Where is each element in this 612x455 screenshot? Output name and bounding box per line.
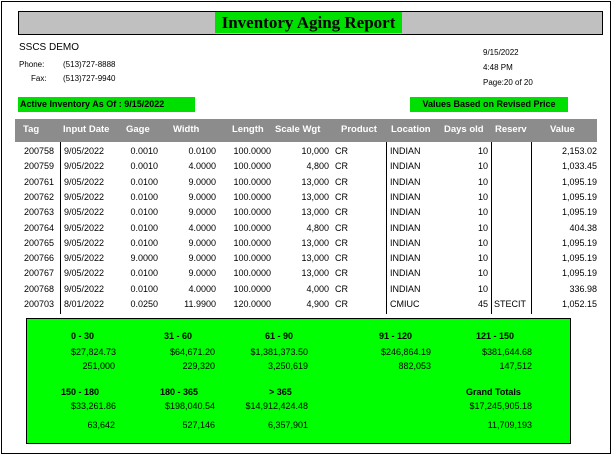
column-header-gage: Gage	[126, 124, 150, 135]
cell-days-old: 10	[477, 268, 488, 279]
cell-location: INDIAN	[390, 283, 421, 294]
cell-width: 4.0000	[188, 222, 216, 233]
column-header-width: Width	[173, 124, 200, 135]
cell-scale-wgt: 4,900	[306, 299, 329, 309]
cell-location: INDIAN	[390, 268, 421, 279]
page-number: Page:20 of 20	[483, 78, 533, 87]
cell-input-date: 9/05/2022	[64, 268, 105, 279]
cell-scale-wgt: 13,000	[301, 176, 329, 187]
cell-days-old: 10	[477, 237, 488, 248]
aging-bucket-weight: 147,512	[499, 361, 532, 371]
cell-value: 1,095.19	[561, 237, 597, 248]
cell-value: 1,095.19	[561, 191, 597, 202]
cell-product: CR	[335, 191, 348, 202]
cell-length: 100.0000	[233, 253, 271, 264]
cell-width: 9.0000	[188, 268, 216, 279]
aging-bucket-value: $381,644.68	[481, 347, 532, 357]
cell-width: 11.9900	[184, 299, 216, 309]
aging-bucket-label: 91 - 120	[379, 331, 413, 341]
cell-gage: 0.0100	[130, 283, 158, 294]
cell-length: 100.0000	[233, 237, 271, 248]
report-date: 9/15/2022	[483, 48, 519, 57]
fax-number: (513)727-9940	[63, 74, 116, 83]
column-header-reserv: Reserv	[495, 124, 527, 135]
aging-bucket-value: $27,824.73	[70, 347, 116, 357]
aging-bucket-label: 121 - 150	[476, 331, 515, 341]
cell-tag: 200766	[24, 253, 55, 264]
cell-product: CR	[335, 176, 348, 187]
cell-input-date: 9/05/2022	[64, 253, 105, 264]
cell-days-old: 10	[477, 191, 488, 202]
aging-bucket-weight: 11,709,193	[487, 420, 532, 430]
cell-tag: 200768	[24, 283, 55, 294]
cell-gage: 0.0010	[130, 161, 158, 172]
cell-tag: 200703	[24, 299, 55, 309]
cell-width: 0.0100	[188, 146, 216, 156]
aging-bucket-weight: 251,000	[82, 361, 115, 371]
aging-bucket-label: > 365	[269, 387, 292, 397]
cell-gage: 0.0100	[130, 191, 158, 202]
cell-tag: 200758	[24, 146, 55, 156]
cell-reserv: STECIT	[494, 299, 527, 309]
cell-tag: 200759	[24, 161, 55, 172]
cell-product: CR	[335, 299, 348, 309]
cell-value: 1,095.19	[561, 253, 597, 264]
cell-width: 4.0000	[188, 283, 216, 294]
cell-location: INDIAN	[390, 176, 421, 187]
cell-product: CR	[335, 161, 348, 172]
aging-bucket-weight: 882,053	[398, 361, 431, 371]
cell-width: 4.0000	[188, 161, 216, 172]
cell-gage: 0.0250	[130, 299, 158, 309]
cell-value: 1,033.45	[561, 161, 597, 172]
cell-location: INDIAN	[390, 253, 421, 264]
cell-product: CR	[335, 146, 348, 156]
cell-gage: 0.0100	[130, 268, 158, 279]
cell-width: 9.0000	[188, 176, 216, 187]
cell-product: CR	[335, 268, 348, 279]
cell-value: 404.38	[569, 222, 597, 233]
aging-bucket-label: 31 - 60	[164, 331, 193, 341]
cell-scale-wgt: 13,000	[301, 207, 329, 218]
column-header-length: Length	[232, 124, 264, 135]
cell-gage: 9.0000	[130, 253, 158, 264]
cell-location: CMIUC	[390, 299, 420, 309]
aging-bucket-label: 61 - 90	[265, 331, 294, 341]
cell-product: CR	[335, 207, 348, 218]
aging-bucket-weight: 3,250,619	[267, 361, 308, 371]
cell-location: INDIAN	[390, 146, 421, 156]
aging-bucket-label: 0 - 30	[71, 331, 95, 341]
aging-bucket-weight: 63,642	[87, 420, 115, 430]
cell-location: INDIAN	[390, 207, 421, 218]
cell-days-old: 10	[477, 283, 488, 294]
cell-value: 1,052.15	[561, 299, 597, 309]
cell-product: CR	[335, 253, 348, 264]
cell-input-date: 9/05/2022	[64, 283, 105, 294]
cell-product: CR	[335, 283, 348, 294]
column-divider	[531, 142, 532, 314]
active-inventory-label: Active Inventory As Of : 9/15/2022	[18, 97, 195, 112]
cell-width: 9.0000	[188, 191, 216, 202]
column-header-location: Location	[391, 124, 431, 135]
phone-number: (513)727-8888	[63, 60, 116, 69]
cell-gage: 0.0100	[130, 237, 158, 248]
cell-width: 9.0000	[188, 253, 216, 264]
cell-length: 100.0000	[233, 176, 271, 187]
aging-bucket-value: $17,245,905.18	[469, 401, 532, 411]
cell-input-date: 9/05/2022	[64, 191, 105, 202]
cell-location: INDIAN	[390, 222, 421, 233]
cell-scale-wgt: 13,000	[301, 268, 329, 279]
column-header-product: Product	[341, 124, 377, 135]
cell-scale-wgt: 4,800	[306, 222, 329, 233]
cell-input-date: 9/05/2022	[64, 222, 105, 233]
cell-input-date: 9/05/2022	[64, 237, 105, 248]
cell-gage: 0.0100	[130, 222, 158, 233]
report-time: 4:48 PM	[483, 63, 513, 72]
cell-scale-wgt: 13,000	[301, 191, 329, 202]
cell-scale-wgt: 4,000	[306, 283, 329, 294]
cell-length: 100.0000	[233, 191, 271, 202]
column-divider	[60, 142, 61, 314]
cell-width: 9.0000	[188, 207, 216, 218]
aging-bucket-label: 150 - 180	[61, 387, 100, 397]
cell-location: INDIAN	[390, 191, 421, 202]
column-header-tag: Tag	[23, 124, 40, 135]
column-header-days-old: Days old	[444, 124, 484, 135]
aging-bucket-value: $1,381,373.50	[250, 347, 308, 357]
cell-length: 100.0000	[233, 161, 271, 172]
cell-length: 100.0000	[233, 268, 271, 279]
column-header-input-date: Input Date	[63, 124, 110, 135]
cell-days-old: 10	[477, 253, 488, 264]
cell-tag: 200767	[24, 268, 55, 279]
aging-bucket-weight: 229,320	[182, 361, 215, 371]
fax-label: Fax:	[31, 74, 47, 83]
cell-input-date: 9/05/2022	[64, 176, 105, 187]
aging-bucket-label: 180 - 365	[160, 387, 199, 397]
aging-bucket-value: $198,040.54	[164, 401, 215, 411]
cell-product: CR	[335, 237, 348, 248]
cell-value: 1,095.19	[561, 207, 597, 218]
cell-days-old: 45	[477, 299, 488, 309]
cell-length: 100.0000	[233, 222, 271, 233]
cell-tag: 200762	[24, 191, 55, 202]
cell-length: 100.0000	[233, 283, 271, 294]
cell-gage: 0.0010	[130, 146, 158, 156]
cell-gage: 0.0100	[130, 207, 158, 218]
aging-bucket-weight: 527,146	[182, 420, 215, 430]
cell-tag: 200763	[24, 207, 55, 218]
column-divider	[491, 142, 492, 314]
cell-days-old: 10	[477, 207, 488, 218]
cell-input-date: 9/05/2022	[64, 207, 105, 218]
cell-days-old: 10	[477, 222, 488, 233]
phone-label: Phone:	[19, 60, 45, 69]
cell-tag: 200761	[24, 176, 55, 187]
cell-tag: 200765	[24, 237, 55, 248]
column-header-value: Value	[550, 124, 575, 135]
cell-length: 100.0000	[233, 146, 271, 156]
cell-length: 120.0000	[233, 299, 271, 309]
cell-days-old: 10	[477, 146, 488, 156]
cell-location: INDIAN	[390, 237, 421, 248]
cell-tag: 200764	[24, 222, 55, 233]
values-basis-label: Values Based on Revised Price	[410, 97, 568, 112]
cell-gage: 0.0100	[130, 176, 158, 187]
cell-input-date: 8/01/2022	[64, 299, 105, 309]
aging-bucket-value: $64,671.20	[169, 347, 215, 357]
aging-bucket-label: Grand Totals	[466, 387, 521, 397]
cell-length: 100.0000	[233, 207, 271, 218]
cell-days-old: 10	[477, 161, 488, 172]
aging-bucket-value: $33,261.86	[70, 401, 116, 411]
cell-width: 9.0000	[188, 237, 216, 248]
cell-value: 336.98	[569, 283, 597, 294]
cell-scale-wgt: 4,800	[306, 161, 329, 172]
cell-input-date: 9/05/2022	[64, 146, 105, 156]
report-title: Inventory Aging Report	[215, 12, 402, 33]
cell-value: 1,095.19	[561, 176, 597, 187]
column-header-scale-wgt: Scale Wgt	[275, 124, 321, 135]
cell-value: 2,153.02	[561, 146, 597, 156]
cell-location: INDIAN	[390, 161, 421, 172]
aging-bucket-weight: 6,357,901	[267, 420, 308, 430]
cell-scale-wgt: 13,000	[301, 253, 329, 264]
cell-input-date: 9/05/2022	[64, 161, 105, 172]
cell-scale-wgt: 10,000	[301, 146, 329, 156]
column-divider	[386, 142, 387, 314]
cell-product: CR	[335, 222, 348, 233]
cell-value: 1,095.19	[561, 268, 597, 279]
cell-days-old: 10	[477, 176, 488, 187]
cell-scale-wgt: 13,000	[301, 237, 329, 248]
aging-bucket-value: $14,912,424.48	[245, 401, 308, 411]
company-name: SSCS DEMO	[19, 42, 80, 53]
aging-bucket-value: $246,864.19	[380, 347, 431, 357]
